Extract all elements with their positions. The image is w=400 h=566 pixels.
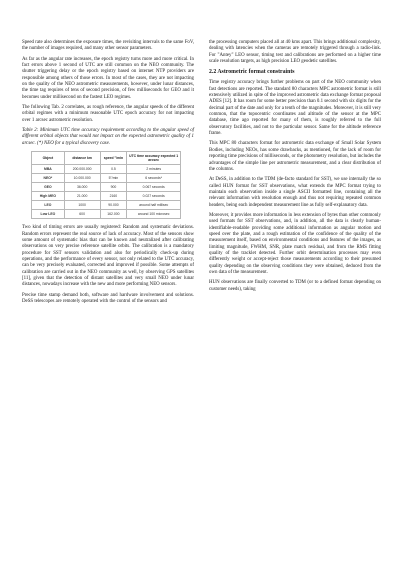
table-header-cell: Object bbox=[32, 152, 65, 165]
table-cell: 1000 bbox=[64, 201, 100, 210]
table-header-cell: UTC time accuracy expected 1 arcsec bbox=[127, 152, 181, 165]
table-cell: 0.067 seconds bbox=[127, 183, 181, 192]
table-cell: 900 bbox=[100, 183, 127, 192]
table-cell: 10.000.000 bbox=[64, 174, 100, 183]
table-cell: around 100 microsec bbox=[127, 210, 181, 219]
table-row bbox=[32, 174, 181, 183]
table-row bbox=[32, 183, 181, 192]
paragraph: As far as the angular rate increases, the epoch registry turns more and more critical. In fact errors above 1 second of UTC are still common on the NEO community. The shutter triggering delay or the epoch registry based on internet NTP providers are responsible among others of those errors. In most of the cases, they are not impacting on the quality of the NEO astrometric measurements, however, under lunar distances, the time tag requires of tens of second precision, of few milliseconds for GEO and it becomes under millisecond on the fastest LEO regimes. bbox=[22, 56, 194, 100]
paragraph: This MPC 80 characters format for astrometric data exchange of Small Solar System Bodies, including NEOs, has some drawbacks, as mentioned, for the lack of room for reporting time precisions of milliseconds, or the photometry resolution, but includes the advantages of the simple line per astrometric measurement, and a clear distribution of the columns. bbox=[209, 141, 381, 172]
table-cell: GEO bbox=[32, 183, 65, 192]
paragraph: the processing computers placed all at 40 kms apart. This brings additional complexity, dealing with latencies when the cameras are remotely triggered through a radio-link. For "Antey" LEO sensor, timing test and calibrations are performed on a higher time scale resolution targets, as high precision LEO geodetic satellites. bbox=[209, 40, 381, 65]
utc-accuracy-table bbox=[31, 151, 181, 219]
table-header-cell: speed "/min bbox=[100, 152, 127, 165]
table-cell: 36.000 bbox=[64, 183, 100, 192]
table-cell: 90.000 bbox=[100, 201, 127, 210]
table-row bbox=[32, 192, 181, 201]
table-cell: around half millisec bbox=[127, 201, 181, 210]
table-cell: 0.5 bbox=[100, 165, 127, 174]
paragraph: At DeSS, in addition to the TDM (de-facto standard for SST), we use internally the so called HUN format for SST observations, what extends the MPC format trying to maintain each observation inside a single ASCII formatted line, containing all the relevant information with resolution enough and thus not requiring repeated common headers, being each independent measurement line as fully self-explanatory data. bbox=[209, 177, 381, 208]
table-caption: Table 2: Minimum UTC time accuracy requirement according to the angular speed of different orbital objects that would not impact on the expected astrometric quality of 1 arcsec. (*) NEO for a typical discovery case. bbox=[22, 128, 194, 146]
table-cell: NEO* bbox=[32, 174, 65, 183]
table-cell: 2 minutes bbox=[127, 165, 181, 174]
table-cell: 2160 bbox=[100, 192, 127, 201]
table-header-cell: distance km bbox=[64, 152, 100, 165]
paragraph: Moreover, it provides more information in less extension of bytes than other commonly used formats for SST observations, and, in addition, all the data is clearly human-identifiable-readable providing some additional information as angular motion and speed over the plate, and a rough estimation of the confidence of the quality of the measurement itself, based on environmental conditions and features of the images, as limiting magnitude, FWHM, SNR, plate match residual, and from the RMS fitting quality of the tracklet detected. Further orbit determination processes may even differently weight or accept-reject those measurements according to their presumed quality depending on the observing conditions they were obtained, deduced from the own data of the measurement. bbox=[209, 212, 381, 275]
table-row bbox=[32, 165, 181, 174]
table-cell: 5"/min bbox=[100, 174, 127, 183]
paragraph: Two kind of timing errors are usually registered: Random and systematic deviations. Random errors represent the real source of lack of accuracy. Most of the sensors show some amount of systematic bias that can be known and neutralized after calibrating observations on very precise reference satellite orbits. The calibration is a mandatory procedure for SST sensors validation and also for periodically check-up during operations, and the performance of every sensor, not only related to the UTC accuracy, can be very precisely evaluated, corrected and improved if possible. Some attempts of calibration are carried out in the NEO community as well, by observing GPS satellites [11], given that the detection of distant satellites and very small NEO under lunar distances, nowadays increase with the new and more performing NEO sensors. bbox=[22, 225, 194, 288]
table-cell: 600 bbox=[64, 210, 100, 219]
table-row bbox=[32, 201, 181, 210]
paragraph: Time registry accuracy brings further problems on part of the NEO community when fast detections are reported. The standard 80 characters MPC astrometric format is still extensively utilized in spite of the improved astrometric data exchange format proposal ADES [12]. It has room for some better precision than 0.1 second with six digits for the decimal part of the date and only for a tenth of the magnitudes. Moreover, it is still very common, that the topocentric coordinates and altitude of the sensor at the MPC database, time ago reported for many of them, is roughly referred to the full observatory facilities, and not to the particular sensor. Same for the altitude reference frame. bbox=[209, 80, 381, 137]
table-cell: 200.000.000 bbox=[64, 165, 100, 174]
table-row bbox=[32, 210, 181, 219]
paragraph: Speed rate also determines the exposure times, the revisiting intervals to the same FoV, the number of images required, and many other sensor parameters. bbox=[22, 40, 194, 52]
table-header-row bbox=[32, 152, 181, 165]
table-cell: 162.000 bbox=[100, 210, 127, 219]
table-cell: Low LEO bbox=[32, 210, 65, 219]
table-cell: 21.000 bbox=[64, 192, 100, 201]
section-heading: 2.2 Astrometric format constraints bbox=[209, 69, 295, 76]
table-cell: MBA bbox=[32, 165, 65, 174]
left-column bbox=[22, 40, 194, 309]
paragraph: Precise time stamp demand both, software and hardware involvement and solutions. DeSS telescopes are remotely operated with the control of the sensors and bbox=[22, 292, 194, 304]
paragraph: The following Tab. 2 correlates, as rough reference, the angular speeds of the different orbital regimes with a minimum reasonable UTC epoch accuracy for not impacting over 1 arcsec astrometric resolution. bbox=[22, 105, 194, 123]
table-cell: 0.027 seconds bbox=[127, 192, 181, 201]
table-cell: High MEO bbox=[32, 192, 65, 201]
table-cell: LEO bbox=[32, 201, 65, 210]
table-cell: 6 seconds* bbox=[127, 174, 181, 183]
paragraph: HUN observations are finally converted to TDM (or to a defined format depending on customer needs), taking bbox=[209, 280, 381, 292]
right-column bbox=[209, 40, 381, 297]
